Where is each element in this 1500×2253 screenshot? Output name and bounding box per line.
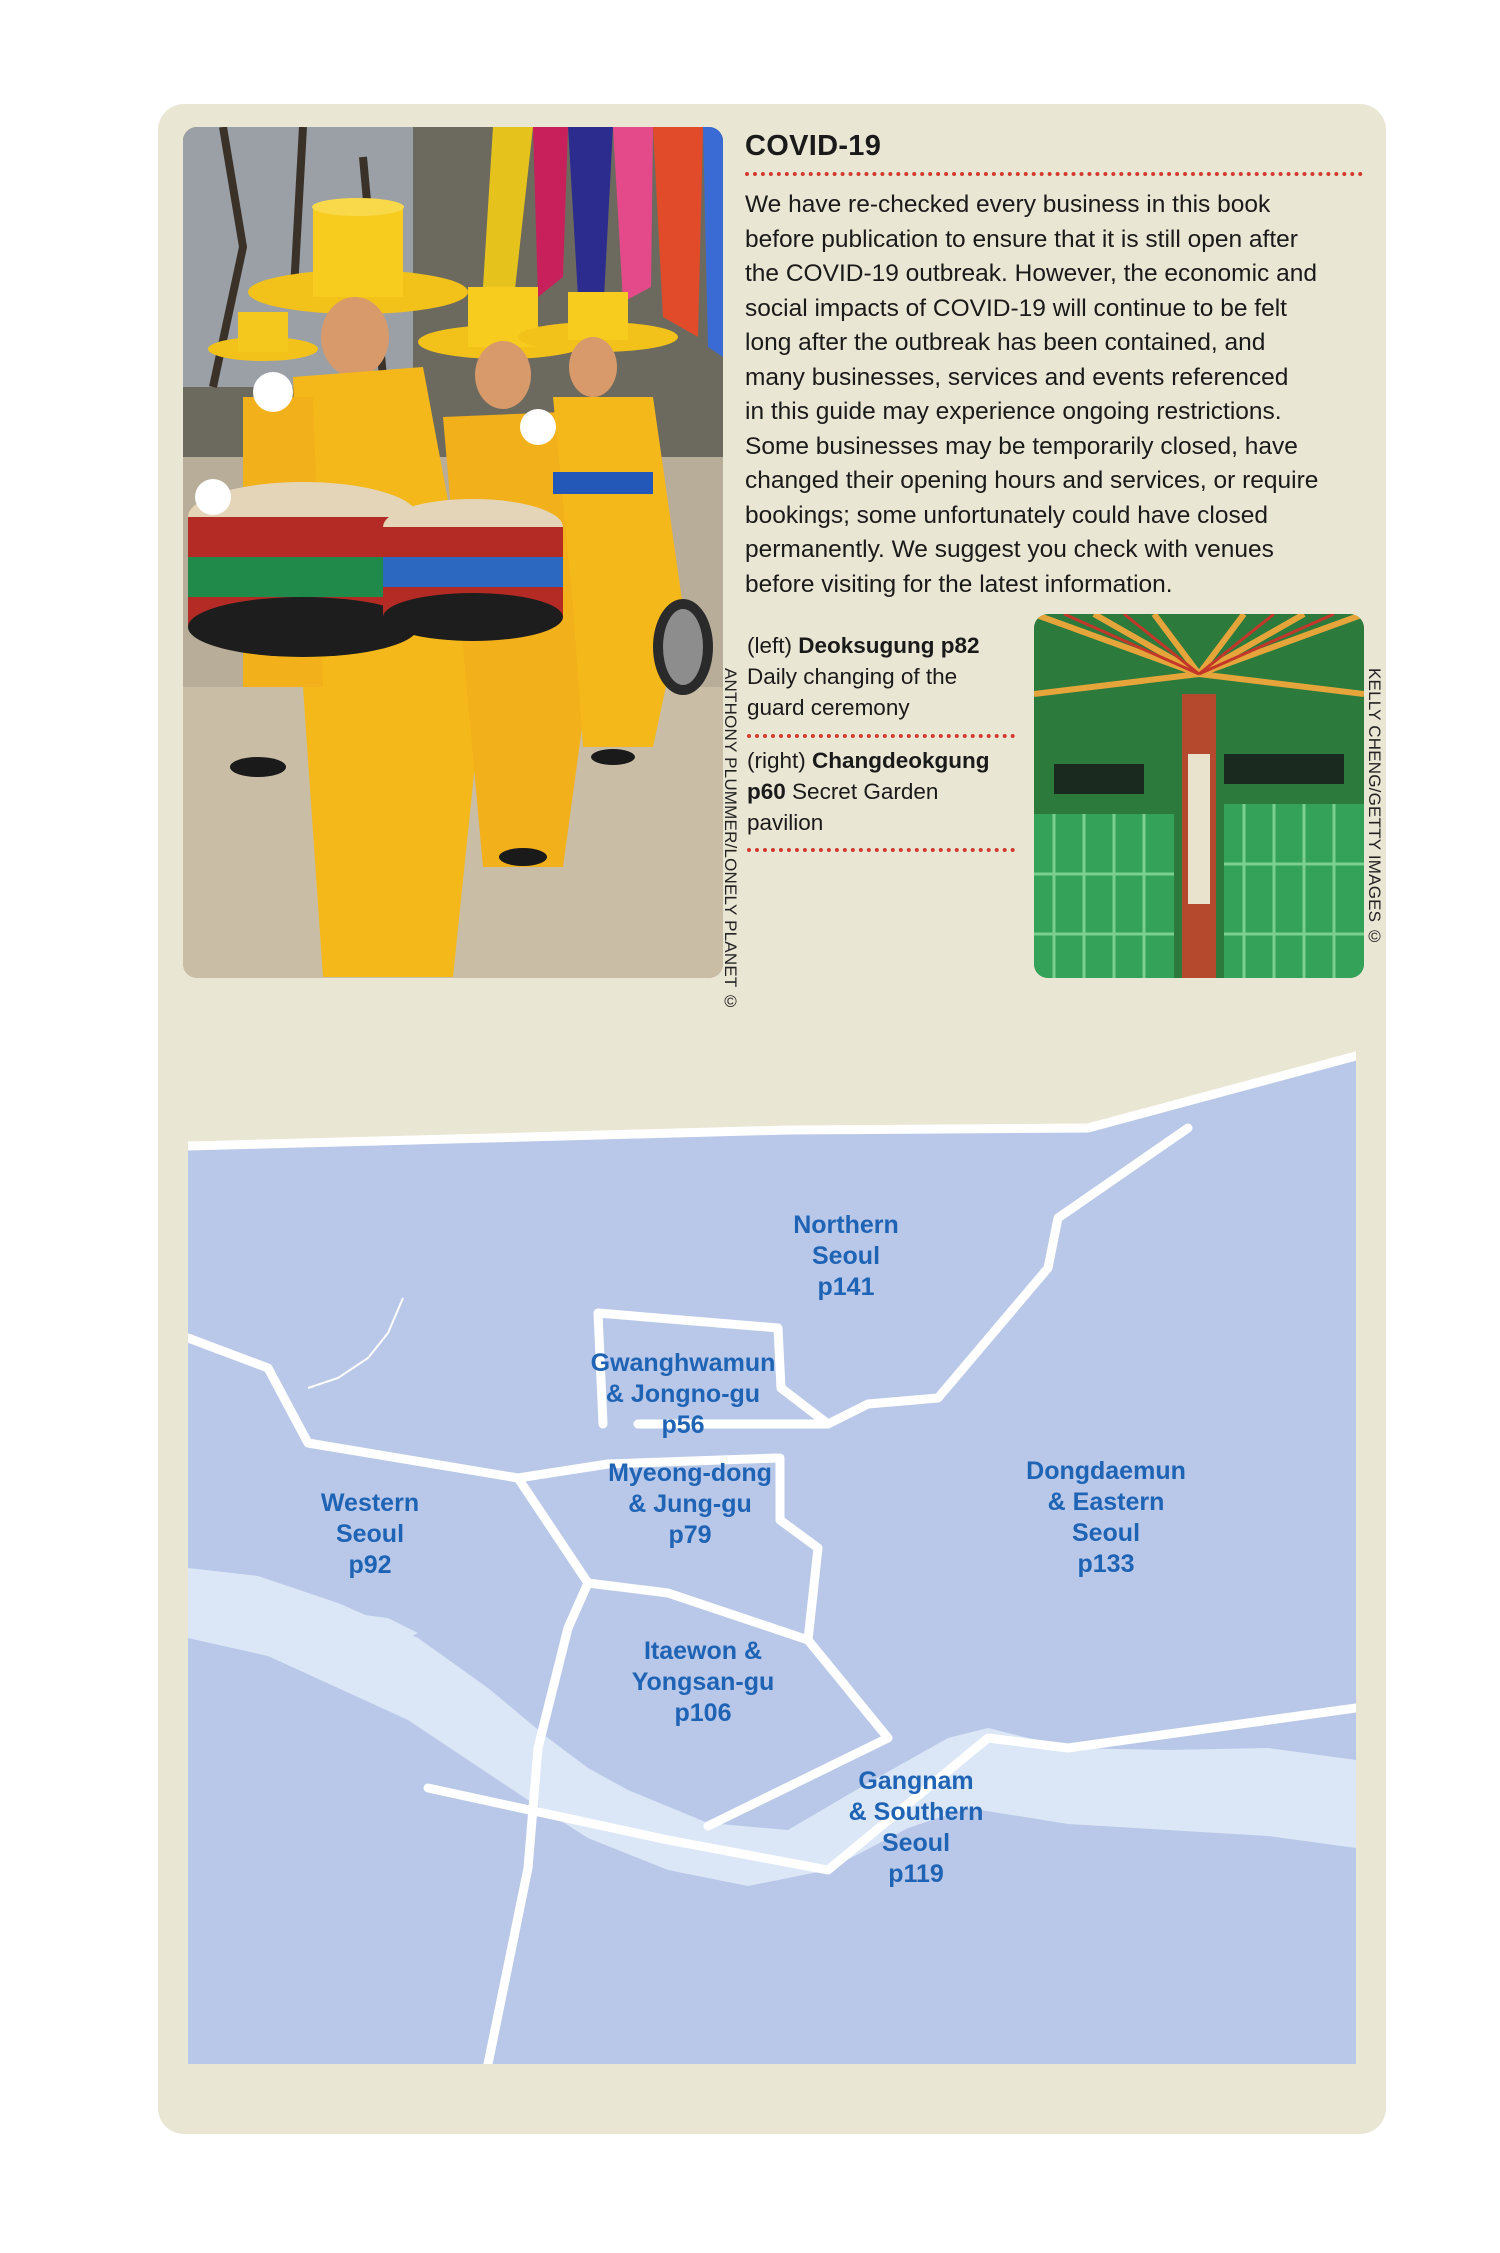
map-region-label-line: Western xyxy=(320,1489,420,1517)
map-region-label-line: p133 xyxy=(1077,1550,1135,1578)
map-region-label-line: Gangnam xyxy=(858,1767,974,1795)
right-photo-credit: KELLY CHENG/GETTY IMAGES © xyxy=(1365,668,1384,947)
map-region-label-line: Yongsan-gu xyxy=(631,1668,775,1696)
covid-heading: COVID-19 xyxy=(745,130,882,162)
left-photo-caption xyxy=(747,630,1032,723)
map-region-label-line: & Eastern xyxy=(1047,1488,1165,1516)
map-region-label-line: p79 xyxy=(668,1521,712,1549)
caption-text: pavilion xyxy=(747,810,824,835)
heading-divider xyxy=(745,172,1363,176)
map-region-label-line: Seoul xyxy=(1071,1519,1141,1547)
covid-line: permanently. We suggest you check with venues xyxy=(745,536,1274,563)
right-photo-caption xyxy=(747,745,1032,838)
map-region-label-line: p92 xyxy=(348,1551,392,1579)
map-region-label-line: & Jongno-gu xyxy=(605,1380,761,1408)
caption-divider xyxy=(747,848,1015,852)
caption-text: Daily changing of the xyxy=(747,664,958,689)
map-region-label[interactable] xyxy=(632,1636,775,1729)
caption-text: guard ceremony xyxy=(747,695,910,720)
covid-line: Some businesses may be temporarily closed, have xyxy=(745,432,1298,460)
seoul-neighbourhood-map xyxy=(188,1048,1356,2064)
caption-place: Changdeokgung xyxy=(812,748,990,773)
caption-text: Secret Garden xyxy=(792,779,939,804)
map-region-label[interactable] xyxy=(793,1210,899,1303)
caption-page: p60 xyxy=(747,779,786,804)
map-region-label[interactable] xyxy=(591,1348,776,1441)
map-region-label-line: Myeong-dong xyxy=(608,1459,772,1487)
map-region-label-line: Itaewon & xyxy=(643,1637,763,1665)
map-region-label[interactable] xyxy=(1026,1456,1186,1580)
covid-line: We have re-checked every business in this book xyxy=(745,191,1271,218)
map-region-label-line: p119 xyxy=(888,1860,944,1888)
covid-line: the COVID-19 outbreak. However, the economic and xyxy=(745,260,1317,287)
map-region-label-line: p106 xyxy=(674,1699,732,1727)
covid-line: social impacts of COVID-19 will continue to be felt xyxy=(745,294,1287,322)
covid-line: in this guide may experience ongoing restrictions. xyxy=(745,398,1282,425)
covid-line: long after the outbreak has been contained, and xyxy=(745,329,1266,356)
map-region-label[interactable] xyxy=(321,1488,419,1581)
map-region-label-line: & Jung-gu xyxy=(628,1490,752,1518)
caption-divider xyxy=(747,734,1015,738)
covid-line: many businesses, services and events referenced xyxy=(745,363,1289,391)
map-region-label-line: Seoul xyxy=(335,1520,405,1548)
caption-position: (right) xyxy=(747,748,806,773)
covid-line: changed their opening hours and services, or require xyxy=(745,467,1319,494)
covid-line: before visiting for the latest information. xyxy=(745,570,1173,598)
left-photo-credit: ANTHONY PLUMMER/LONELY PLANET © xyxy=(721,668,740,1012)
map-region-label-line: & Southern xyxy=(848,1798,984,1826)
map-region-label-line: Gwanghwamun xyxy=(590,1349,776,1377)
caption-place: Deoksugung p82 xyxy=(798,633,980,658)
map-region-label-line: Seoul xyxy=(811,1242,881,1270)
map-region-label-line: p56 xyxy=(661,1411,705,1439)
caption-position: (left) xyxy=(747,633,792,658)
covid-body xyxy=(745,188,1370,602)
covid-line: bookings; some unfortunately could have closed xyxy=(745,501,1268,529)
deoksugung-guard-photo xyxy=(183,127,723,978)
map-region-label-line: p141 xyxy=(817,1273,875,1301)
map-region-label[interactable] xyxy=(849,1766,984,1890)
map-region-label-line: Northern xyxy=(793,1211,899,1239)
map-region-label[interactable] xyxy=(608,1458,772,1551)
changdeokgung-pavilion-photo xyxy=(1034,614,1364,978)
map-region-label-line: Dongdaemun xyxy=(1026,1457,1186,1485)
map-region-label-line: Seoul xyxy=(881,1829,951,1857)
covid-line: before publication to ensure that it is still open after xyxy=(745,225,1298,253)
